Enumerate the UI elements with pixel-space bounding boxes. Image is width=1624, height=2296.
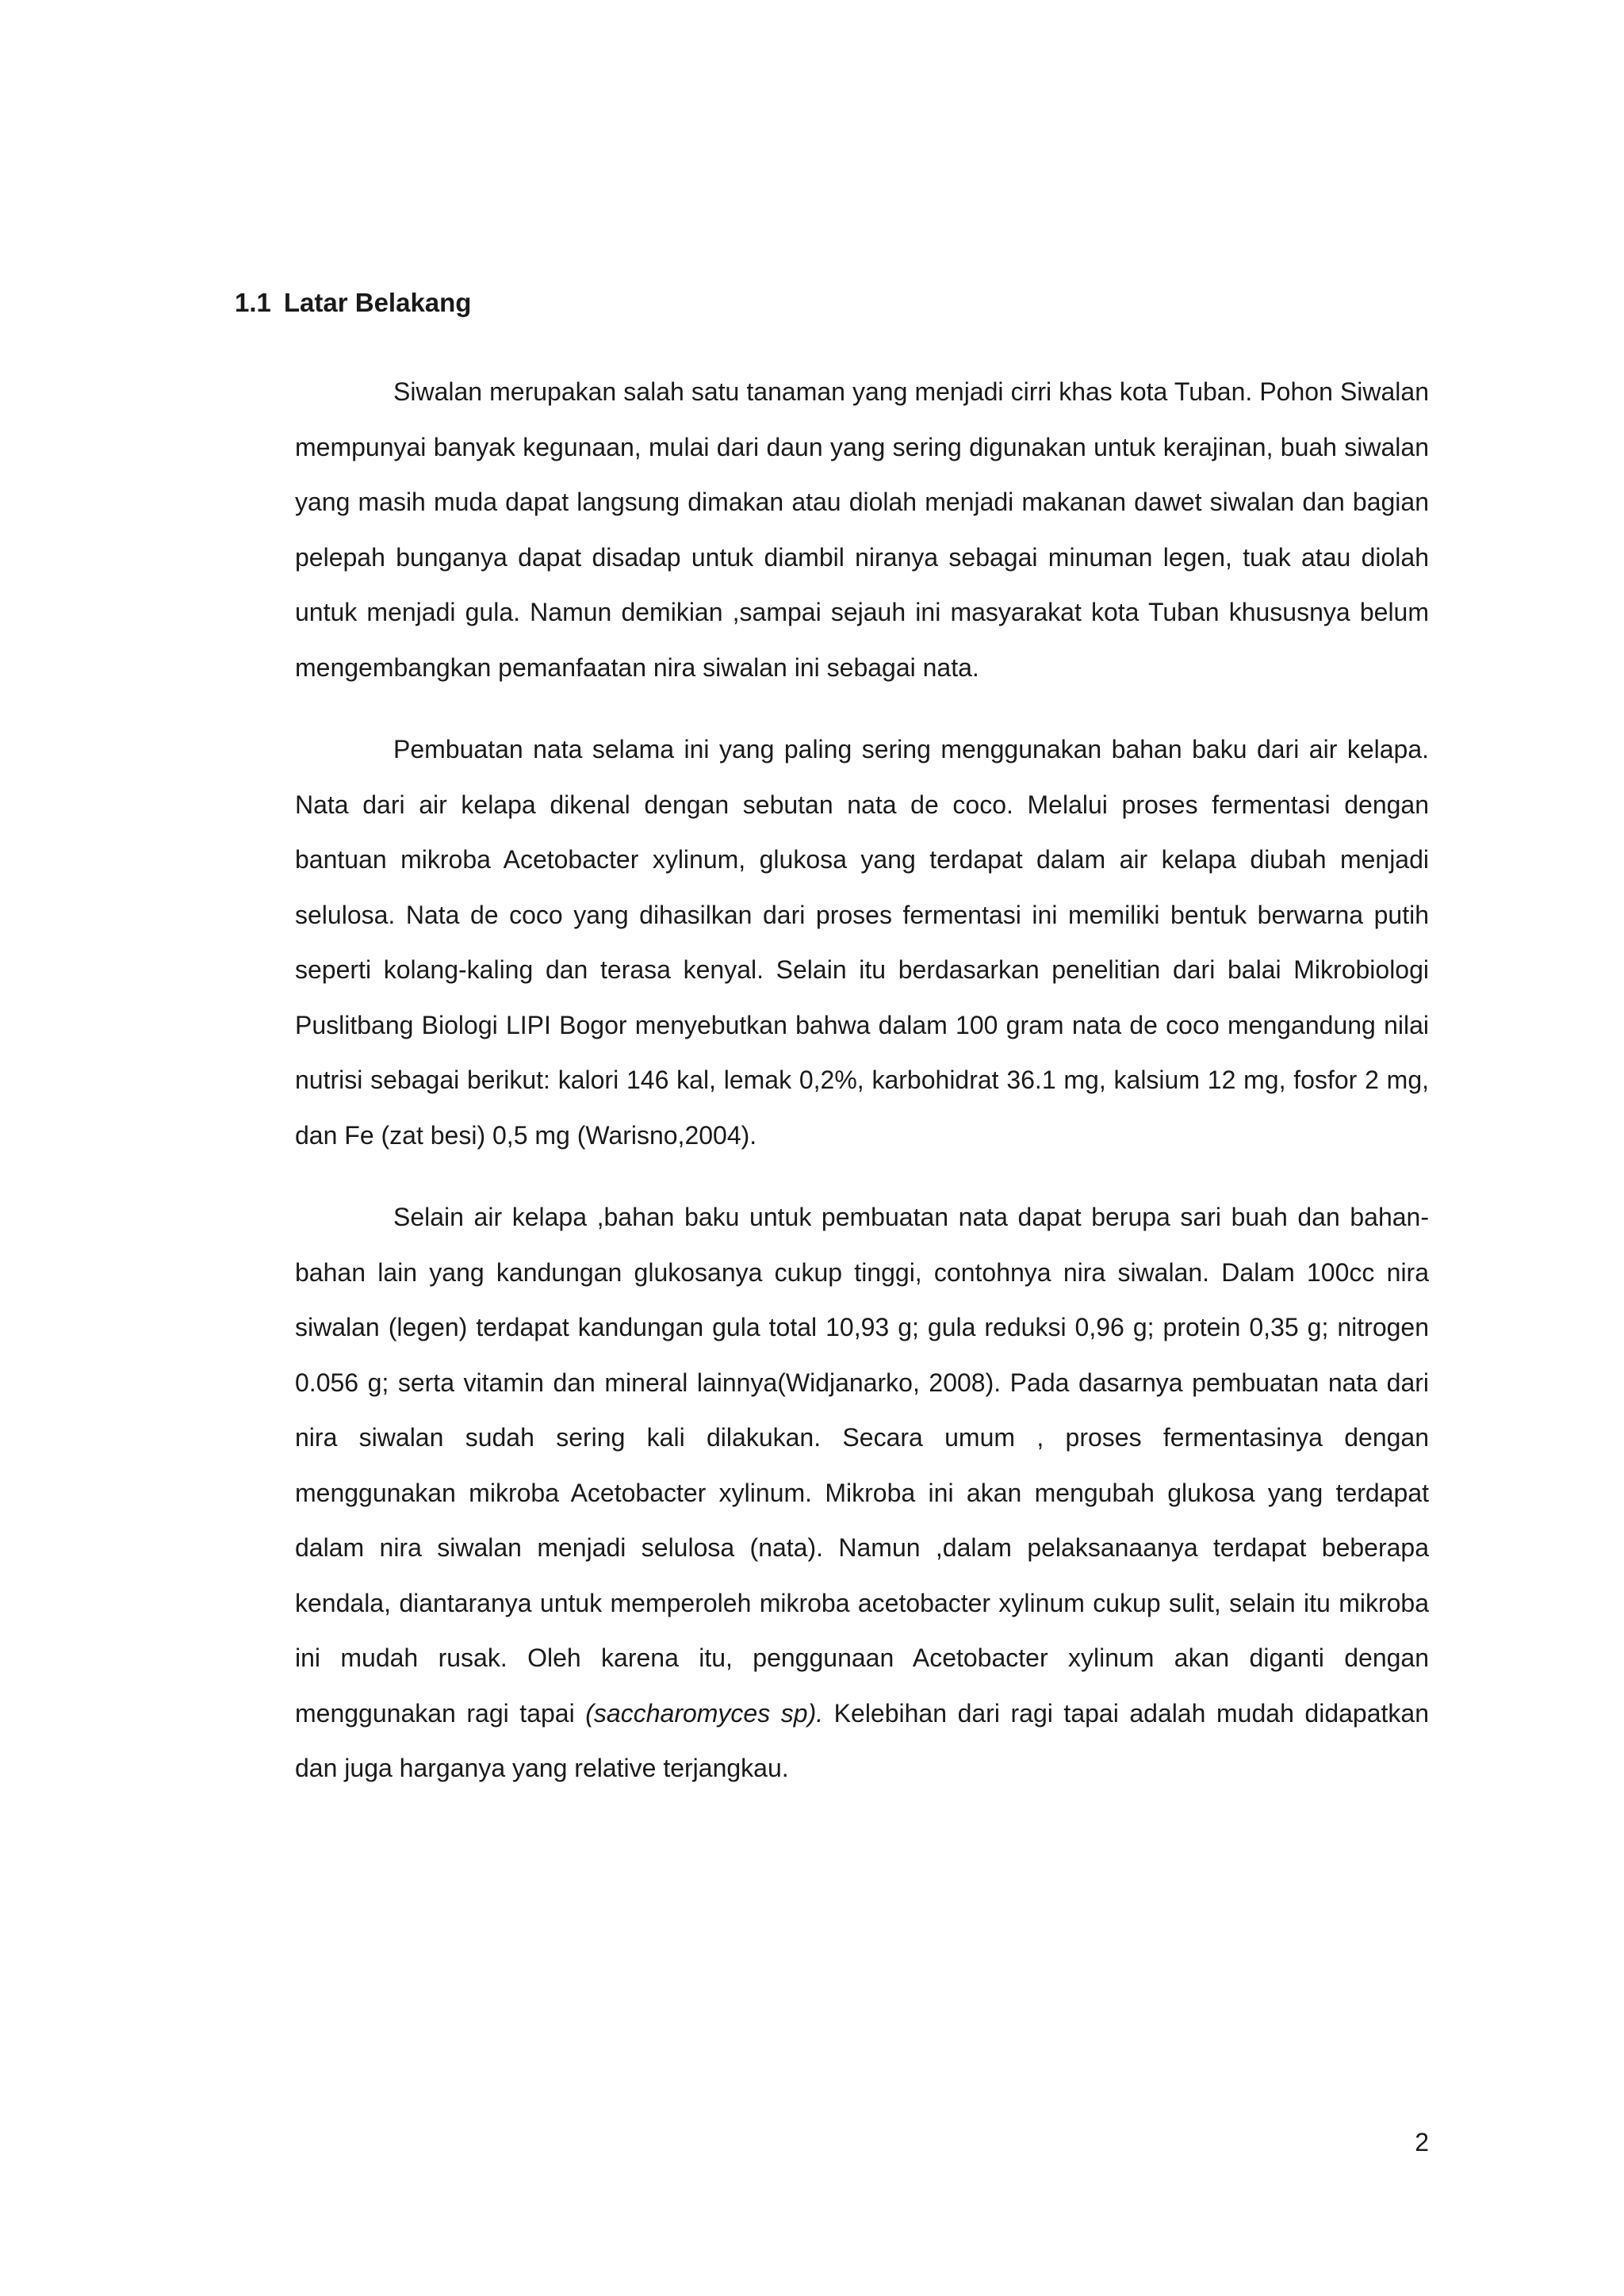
paragraph-1: Siwalan merupakan salah satu tanaman yang menjadi cirri khas kota Tuban. Pohon Siwalan mempunyai banyak kegunaan, mulai dari daun yang sering digunakan untuk kerajinan, buah siwalan yang masih muda dapat langsung dimakan atau diolah menjadi makanan dawet siwalan dan bagian pelepah bunganya dapat disadap untuk diambil niranya sebagai minuman legen, tuak atau diolah untuk menjadi gula. Namun demikian ,sampai sejauh ini masyarakat kota Tuban khususnya belum mengembangkan pemanfaatan nira siwalan ini sebagai nata. [295, 377, 1429, 682]
section-heading [235, 285, 471, 320]
page-number: 2 [1415, 2128, 1429, 2156]
section-number: 1.1 [235, 288, 271, 317]
paragraph-3-text-start: Selain air kelapa ,bahan baku untuk pembuatan nata dapat berupa sari buah dan bahan-bahan lain yang kandungan glukosanya cukup tinggi, contohnya nira siwalan. Dalam 100cc nira siwalan (legen) terdapat kandungan gula total 10,93 g; gula reduksi 0,96 g; protein 0,35 g; nitrogen 0.056 g; serta vitamin dan mineral lainnya(Widjanarko, 2008). Pada dasarnya pembuatan nata dari nira siwalan sudah sering kali dilakukan. Secara umum , proses fermentasinya dengan menggunakan mikroba Acetobacter xylinum. Mikroba ini akan mengubah glukosa yang terdapat dalam nira siwalan menjadi selulosa (nata). Namun ,dalam pelaksanaanya terdapat beberapa kendala, diantaranya untuk memperoleh mikroba acetobacter xylinum cukup sulit, selain itu mikroba ini mudah rusak. Oleh karena itu, penggunaan Acetobacter xylinum akan diganti dengan menggunakan ragi tapai [295, 1203, 1429, 1728]
body-text [295, 365, 1429, 1823]
section-title: Latar Belakang [283, 288, 472, 317]
paragraph-3 [295, 1190, 1429, 1797]
paragraph-3-text-end: Kelebihan dari ragi tapai adalah mudah didapatkan dan juga harganya yang relative terjangkau. [295, 1698, 1430, 1782]
paragraph-3-italic-term: (saccharomyces sp). [585, 1698, 824, 1728]
paragraph-2: Pembuatan nata selama ini yang paling sering menggunakan bahan baku dari air kelapa. Nata dari air kelapa dikenal dengan sebutan nata de coco. Melalui proses fermentasi dengan bantuan mikroba Acetobacter xylinum, glukosa yang terdapat dalam air kelapa diubah menjadi selulosa. Nata de coco yang dihasilkan dari proses fermentasi ini memiliki bentuk berwarna putih seperti kolang-kaling dan terasa kenyal. Selain itu berdasarkan penelitian dari balai Mikrobiologi Puslitbang Biologi LIPI Bogor menyebutkan bahwa dalam 100 gram nata de coco mengandung nilai nutrisi sebagai berikut: kalori 146 kal, lemak 0,2%, karbohidrat 36.1 mg, kalsium 12 mg, fosfor 2 mg, dan Fe (zat besi) 0,5 mg (Warisno,2004). [295, 735, 1429, 1150]
